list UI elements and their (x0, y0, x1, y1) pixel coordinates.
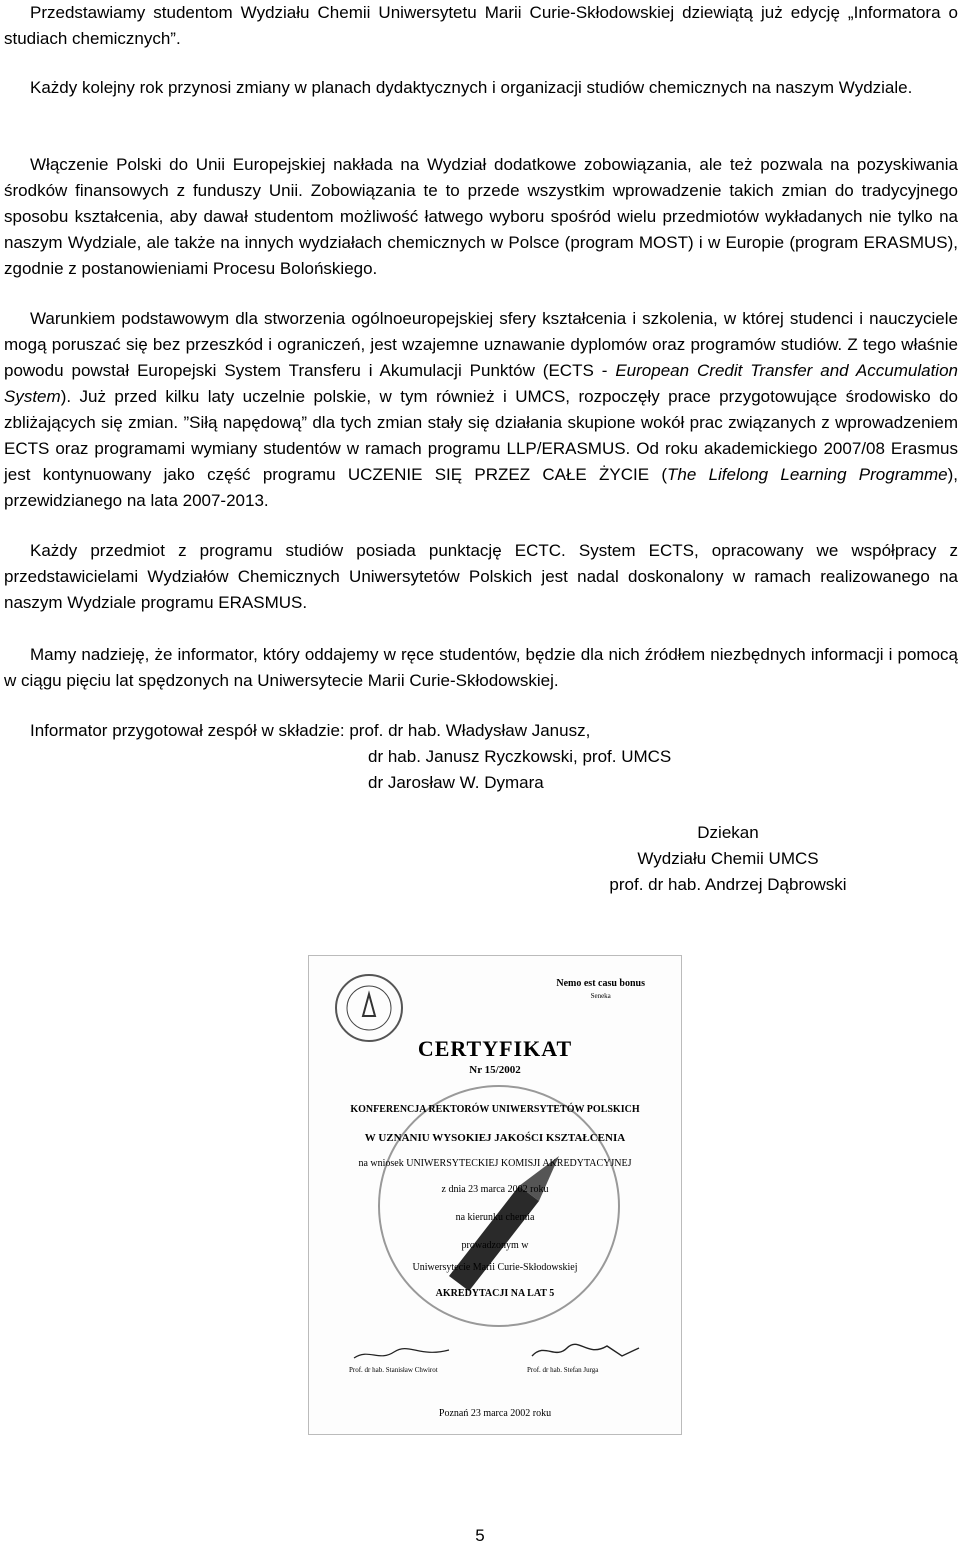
dean-signature-block (598, 820, 858, 898)
dean-name: prof. dr hab. Andrzej Dąbrowski (609, 875, 847, 894)
hope-paragraph: Mamy nadzieję, że informator, który oddajemy w ręce studentów, będzie dla nich źródłem niezbędnych informacji i pomocą w ciągu pięciu lat spędzonych na Uniwersytecie Marii Curie-Skłodowskiej. (4, 645, 958, 690)
certificate-motto (556, 978, 645, 1002)
cert-place-date: Poznań 23 marca 2002 roku (438, 1408, 552, 1419)
team-line-1: Informator przygotował zespół w składzie: prof. dr hab. Władysław Janusz, (30, 721, 591, 740)
cert-line-2: W UZNANIU WYSOKIEJ JAKOŚCI KSZTAŁCENIA (364, 1132, 626, 1144)
intro-paragraph: Przedstawiamy studentom Wydziału Chemii Uniwersytetu Marii Curie-Skłodowskiej dziewiątą już edycję „Informatora o studiach chemicznych”. (4, 3, 958, 48)
points-paragraph: Każdy przedmiot z programu studiów posiada punktację ECTC. System ECTS, opracowany we współpracy z przedstawicielami Wydziałów Chemicznych Uniwersytetów Polskich jest nadal doskonalony w ramach realizowanego na naszym Wydziale programu ERASMUS. (4, 541, 958, 612)
cert-line-8: AKREDYTACJI NA LAT 5 (435, 1288, 555, 1299)
dean-unit: Wydziału Chemii UMCS (637, 849, 819, 868)
changes-paragraph: Każdy kolejny rok przynosi zmiany w planach dydaktycznych i organizacji studiów chemicznych na naszym Wydziale. (30, 78, 913, 97)
right-signer: Prof. dr hab. Stefan Jurga (527, 1366, 599, 1374)
cert-line-1: KONFERENCJA REKTORÓW UNIWERSYTETÓW POLSKICH (350, 1104, 640, 1115)
cert-line-6: prowadzonym w (461, 1240, 529, 1251)
certificate-image (308, 955, 682, 1435)
cert-line-4: z dnia 23 marca 2002 roku (441, 1184, 549, 1195)
cert-line-7: Uniwersytecie Marii Curie-Skłodowskiej (412, 1262, 578, 1273)
right-signature-icon (527, 1340, 647, 1364)
ects-paragraph (4, 306, 958, 514)
certificate-title: CERTYFIKAT (417, 1036, 573, 1061)
certificate-number: Nr 15/2002 (469, 1064, 521, 1076)
cert-line-3: na wniosek UNIWERSYTECKIEJ KOMISJI AKREDYTACYJNEJ (358, 1158, 632, 1169)
team-line-3: dr Jarosław W. Dymara (368, 773, 544, 792)
ects-text-a: Warunkiem podstawowym dla stworzenia ogólnoeuropejskiej sfery kształcenia i szkolenia, w której studenci i nauczyciele mogą poruszać się bez przeszkód i ograniczeń, jest wzajemne uznawanie dyplomów oraz programów studiów. Z tego właśnie powodu powstał Europejski System Transferu i Akumulacji Punktów (ECTS - (4, 309, 958, 380)
team-block (30, 718, 930, 796)
page-number: 5 (475, 1526, 485, 1545)
ects-text-d: The Lifelong Learning Programme (667, 465, 948, 484)
ects-text-e: ), przewidzianego na lata 2007-2013. (4, 465, 958, 510)
motto-text: Nemo est casu bonus (556, 978, 645, 989)
commission-seal-icon (335, 974, 403, 1042)
eu-paragraph: Włączenie Polski do Unii Europejskiej nakłada na Wydział dodatkowe zobowiązania, ale też pozwala na pozyskiwania środków finansowych z funduszy Unii. Zobowiązania te to przede wszystkim wprowadzenie takich zmian do tradycyjnego sposobu kształcenia, aby dawał studentom możliwość łatwego wyboru spośród wielu przedmiotów wykładanych nie tylko na naszym Wydziale, ale także na innych wydziałach chemicznych w Polsce (program MOST) i w Europie (program ERASMUS), zgodnie z postanowieniami Procesu Bolońskiego. (4, 155, 958, 278)
ects-text-b: European Credit Transfer and Accumulation System (4, 361, 958, 406)
cert-line-5: na kierunku chemia (455, 1212, 535, 1223)
left-signer: Prof. dr hab. Stanisław Chwirot (349, 1366, 438, 1374)
left-signature-icon (349, 1344, 459, 1364)
team-line-2: dr hab. Janusz Ryczkowski, prof. UMCS (368, 747, 672, 766)
dean-title: Dziekan (697, 823, 759, 842)
motto-author: Seneka (590, 992, 611, 1000)
ects-text-c: ). Już przed kilku laty uczelnie polskie, w tym również i UMCS, rozpoczęły prace przygotowujące środowisko do zbliżających się zmian. ”Siłą napędową” dla tych zmian stały się działania skupione wokół prac związanych z wprowadzeniem ECTS oraz programami wymiany studentów w ramach programu LLP/ERASMUS. Od roku akademickiego 2007/08 Erasmus jest kontynuowany jako część programu UCZENIE SIĘ PRZEZ CAŁE ŻYCIE ( (4, 387, 958, 484)
